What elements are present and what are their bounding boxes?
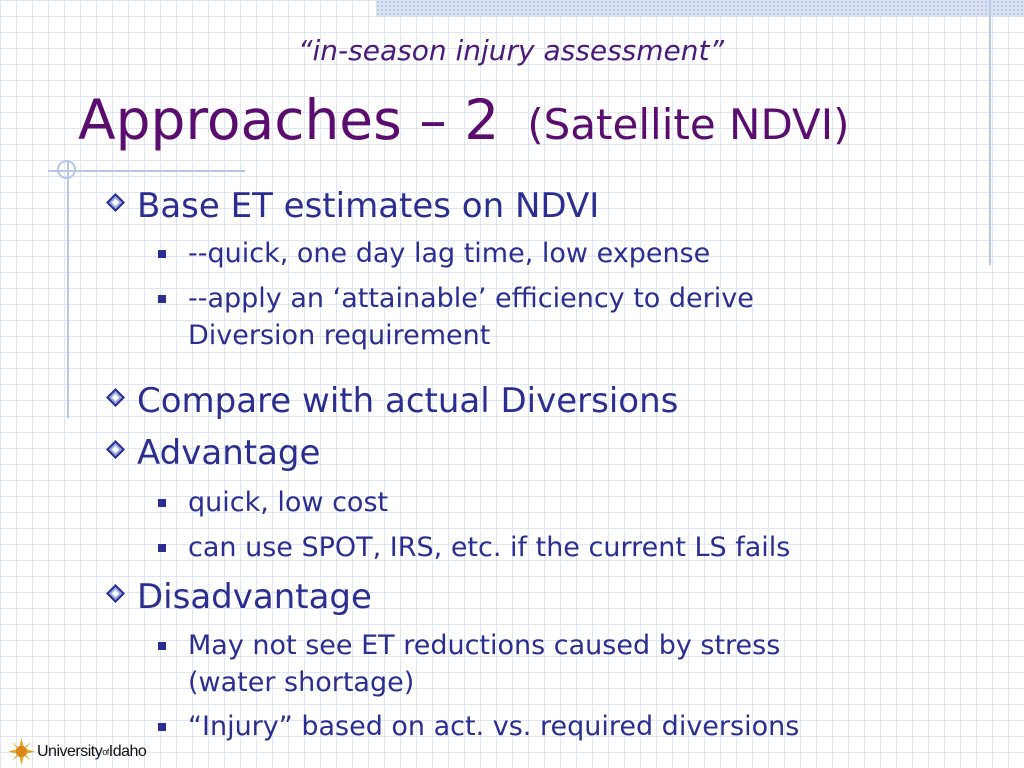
sub-bullet-text: --apply an ‘attainable’ efficiency to derive (188, 283, 754, 314)
bullet-text: Advantage (137, 433, 321, 473)
logo-text-of: of (102, 746, 109, 757)
logo-text-idaho: Idaho (108, 742, 147, 760)
sub-bullet-text: “Injury” based on act. vs. required diversions (188, 711, 800, 742)
bullet-item (106, 433, 320, 473)
sub-bullet-item (158, 708, 799, 745)
diamond-bullet-icon (106, 388, 125, 407)
bullet-text: Disadvantage (137, 577, 372, 617)
bullet-item (106, 381, 678, 421)
diamond-bullet-icon (106, 193, 125, 212)
sub-bullet-item (158, 484, 388, 521)
bullet-item (106, 577, 372, 617)
diamond-bullet-icon (106, 440, 125, 459)
square-bullet-icon (158, 499, 166, 507)
sub-bullet-item (158, 235, 710, 272)
logo-text-university: University (37, 742, 103, 760)
bullet-text: Compare with actual Diversions (137, 381, 679, 421)
sub-bullet-text-cont: (water shortage) (188, 667, 415, 698)
university-logo (8, 738, 146, 765)
sub-bullet-text: quick, low cost (188, 487, 389, 518)
bullet-text: Base ET estimates on NDVI (137, 186, 600, 226)
sub-bullet-item (158, 280, 754, 354)
sub-bullet-text-cont: Diversion requirement (188, 320, 491, 351)
sub-bullet-text: --quick, one day lag time, low expense (188, 238, 711, 269)
slide-title-main: Approaches – 2 (78, 88, 500, 152)
diamond-bullet-icon (106, 584, 125, 603)
sub-bullet-item (158, 627, 780, 701)
square-bullet-icon (158, 723, 166, 731)
sub-bullet-text: May not see ET reductions caused by stress (188, 630, 781, 661)
bullet-item (106, 186, 599, 226)
square-bullet-icon (158, 544, 166, 552)
square-bullet-icon (158, 642, 166, 650)
slide-title-paren: (Satellite NDVI) (527, 100, 850, 149)
sun-logo-icon (8, 738, 35, 765)
sub-bullet-item (158, 529, 790, 566)
square-bullet-icon (158, 295, 166, 303)
sub-bullet-text: can use SPOT, IRS, etc. if the current LS fails (188, 532, 791, 563)
square-bullet-icon (158, 250, 166, 258)
slide-subtitle: “in-season injury assessment” (298, 34, 724, 67)
